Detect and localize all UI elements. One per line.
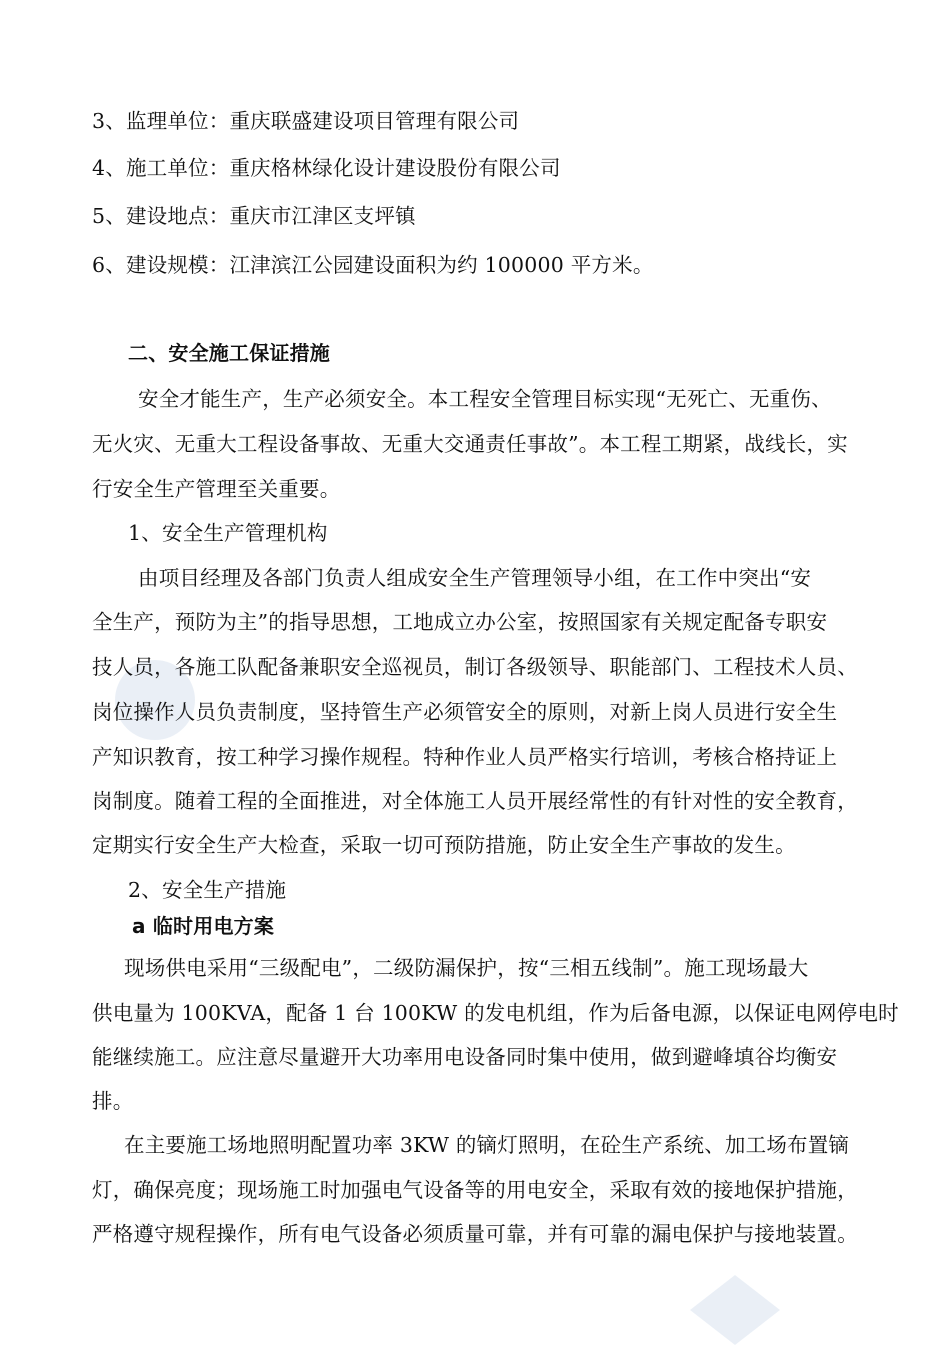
paragraph-line: 供电量为 100KVA，配备 1 台 100KW 的发电机组，作为后备电源，以保证电网停电时 bbox=[92, 1001, 899, 1025]
subheading-management-org: 1、安全生产管理机构 bbox=[128, 521, 328, 545]
paragraph-line: 无火灾、无重大工程设备事故、无重大交通责任事故”。本工程工期紧，战线长，实 bbox=[92, 432, 848, 456]
subheading-temporary-power: a 临时用电方案 bbox=[132, 914, 275, 938]
watermark-logo-icon bbox=[690, 1275, 780, 1345]
section-heading-safety: 二、安全施工保证措施 bbox=[128, 341, 330, 365]
paragraph-line: 严格遵守规程操作，所有电气设备必须质量可靠，并有可靠的漏电保护与接地装置。 bbox=[92, 1222, 858, 1246]
paragraph-line: 产知识教育，按工种学习操作规程。特种作业人员严格实行培训，考核合格持证上 bbox=[92, 745, 838, 769]
paragraph-line: 能继续施工。应注意尽量避开大功率用电设备同时集中使用，做到避峰填谷均衡安 bbox=[92, 1045, 838, 1069]
paragraph-line: 岗制度。随着工程的全面推进，对全体施工人员开展经常性的有针对性的安全教育， bbox=[92, 789, 858, 813]
paragraph-line: 由项目经理及各部门负责人组成安全生产管理领导小组，在工作中突出“安 bbox=[138, 566, 812, 590]
subheading-safety-measures: 2、安全生产措施 bbox=[128, 878, 287, 902]
paragraph-line: 现场供电采用“三级配电”，二级防漏保护，按“三相五线制”。施工现场最大 bbox=[124, 956, 809, 980]
paragraph-line: 灯，确保亮度；现场施工时加强电气设备等的用电安全，采取有效的接地保护措施， bbox=[92, 1178, 858, 1202]
info-contractor: 4、施工单位：重庆格林绿化设计建设股份有限公司 bbox=[92, 156, 561, 180]
paragraph-line: 在主要施工场地照明配置功率 3KW 的镝灯照明，在砼生产系统、加工场布置镝 bbox=[124, 1133, 850, 1157]
info-location: 5、建设地点：重庆市江津区支坪镇 bbox=[92, 204, 416, 228]
paragraph-line: 排。 bbox=[92, 1089, 134, 1113]
paragraph-line: 行安全生产管理至关重要。 bbox=[92, 477, 341, 501]
paragraph-line: 全生产，预防为主”的指导思想，工地成立办公室，按照国家有关规定配备专职安 bbox=[92, 610, 828, 634]
info-scale: 6、建设规模：江津滨江公园建设面积为约 100000 平方米。 bbox=[92, 253, 654, 277]
paragraph-line: 安全才能生产，生产必须安全。本工程安全管理目标实现“无死亡、无重伤、 bbox=[138, 387, 832, 411]
info-supervisor: 3、监理单位：重庆联盛建设项目管理有限公司 bbox=[92, 109, 520, 133]
paragraph-line: 技人员，各施工队配备兼职安全巡视员，制订各级领导、职能部门、工程技术人员、 bbox=[92, 655, 858, 679]
paragraph-line: 定期实行安全生产大检查，采取一切可预防措施，防止安全生产事故的发生。 bbox=[92, 833, 796, 857]
paragraph-line: 岗位操作人员负责制度，坚持管生产必须管安全的原则，对新上岗人员进行安全生 bbox=[92, 700, 838, 724]
